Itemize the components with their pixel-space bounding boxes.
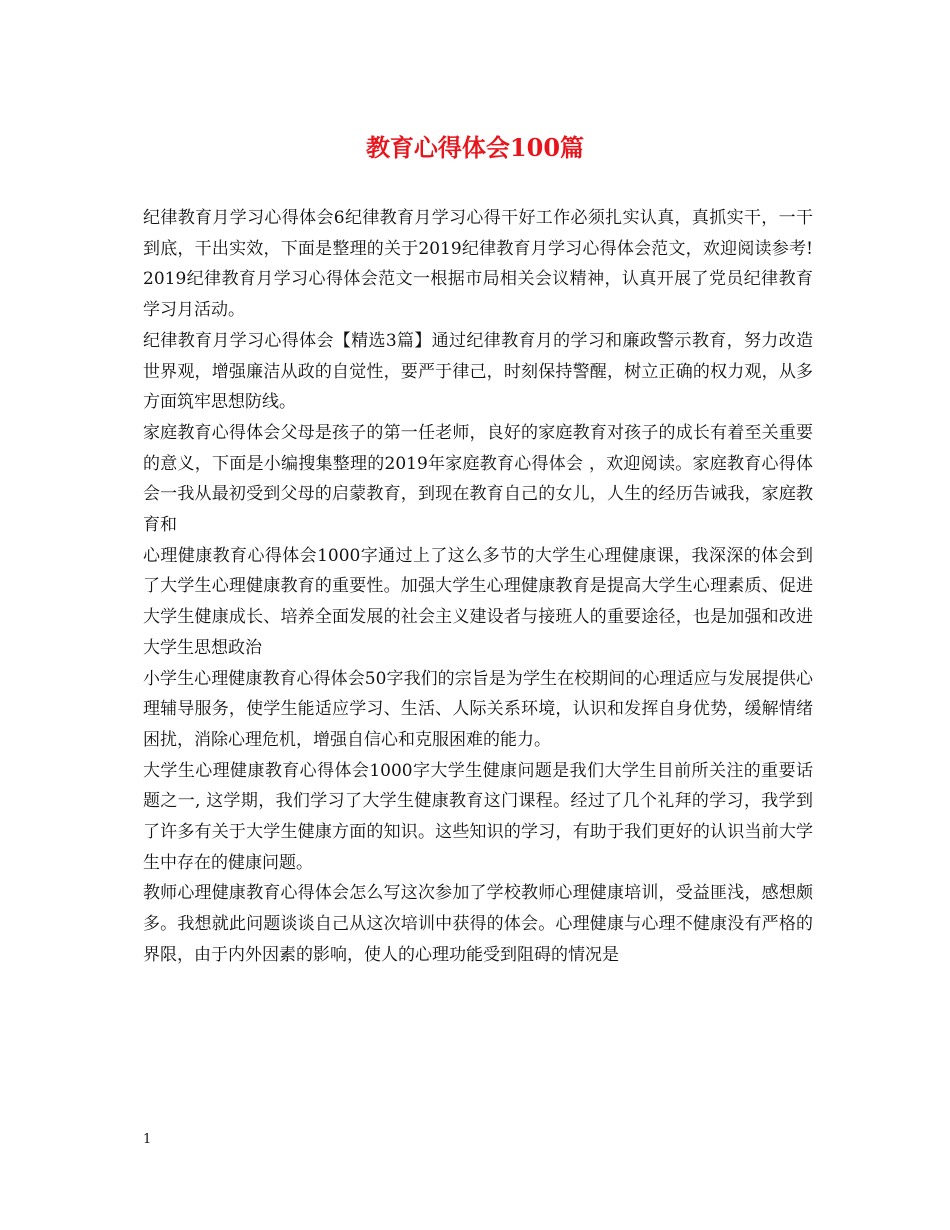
paragraph-family-education: 家庭教育心得体会父母是孩子的第一任老师，良好的家庭教育对孩子的成长有着至关重要的意义，下面是小编搜集整理的2019年家庭教育心得体会 ，欢迎阅读。家庭教育心得体会一我从最初受到父母的启蒙教育，到现在教育自己的女儿，人生的经历告诫我，家庭教育和 [143, 422, 813, 536]
document-body [143, 203, 813, 971]
paragraph-discipline-month: 纪律教育月学习心得体会6纪律教育月学习心得干好工作必须扎实认真，真抓实干，一干到底，干出实效，下面是整理的关于2019纪律教育月学习心得体会范文，欢迎阅读参考!2019纪律教育月学习心得体会范文一根据市局相关会议精神，认真开展了党员纪律教育学习月活动。 [143, 208, 813, 321]
paragraph-primary-student: 小学生心理健康教育心得体会50字我们的宗旨是为学生在校期间的心理适应与发展提供心理辅导服务，使学生能适应学习、生活、人际关系环境，认识和发挥自身优势，缓解情绪困扰，消除心理危机，增强自信心和克服困难的能力。 [143, 668, 813, 750]
paragraph-teacher: 教师心理健康教育心得体会怎么写这次参加了学校教师心理健康培训，受益匪浅，感想颇多。我想就此问题谈谈自己从这次培训中获得的体会。心理健康与心理不健康没有严格的界限，由于内外因素的影响，使人的心理功能受到阻碍的情况是 [143, 883, 813, 965]
document-title: 教育心得体会100篇 [365, 133, 585, 162]
paragraph-mental-health: 心理健康教育心得体会1000字通过上了这么多节的大学生心理健康课，我深深的体会到了大学生心理健康教育的重要性。加强大学生心理健康教育是提高大学生心理素质、促进大学生健康成长、培养全面发展的社会主义建设者与接班人的重要途径，也是加强和改进大学生思想政治 [143, 545, 813, 658]
paragraph-discipline-selected: 纪律教育月学习心得体会【精选3篇】通过纪律教育月的学习和廉政警示教育，努力改造世界观，增强廉洁从政的自觉性，要严于律己，时刻保持警醒，树立正确的权力观，从多方面筑牢思想防线。 [143, 330, 813, 413]
page-number: 1 [143, 1132, 152, 1147]
paragraph-college-student: 大学生心理健康教育心得体会1000字大学生健康问题是我们大学生目前所关注的重要话题之一, 这学期，我们学习了大学生健康教育这门课程。经过了几个礼拜的学习，我学到了许多有关于大学生健康方面的知识。这些知识的学习，有助于我们更好的认识当前大学生中存在的健康问题。 [143, 760, 813, 873]
